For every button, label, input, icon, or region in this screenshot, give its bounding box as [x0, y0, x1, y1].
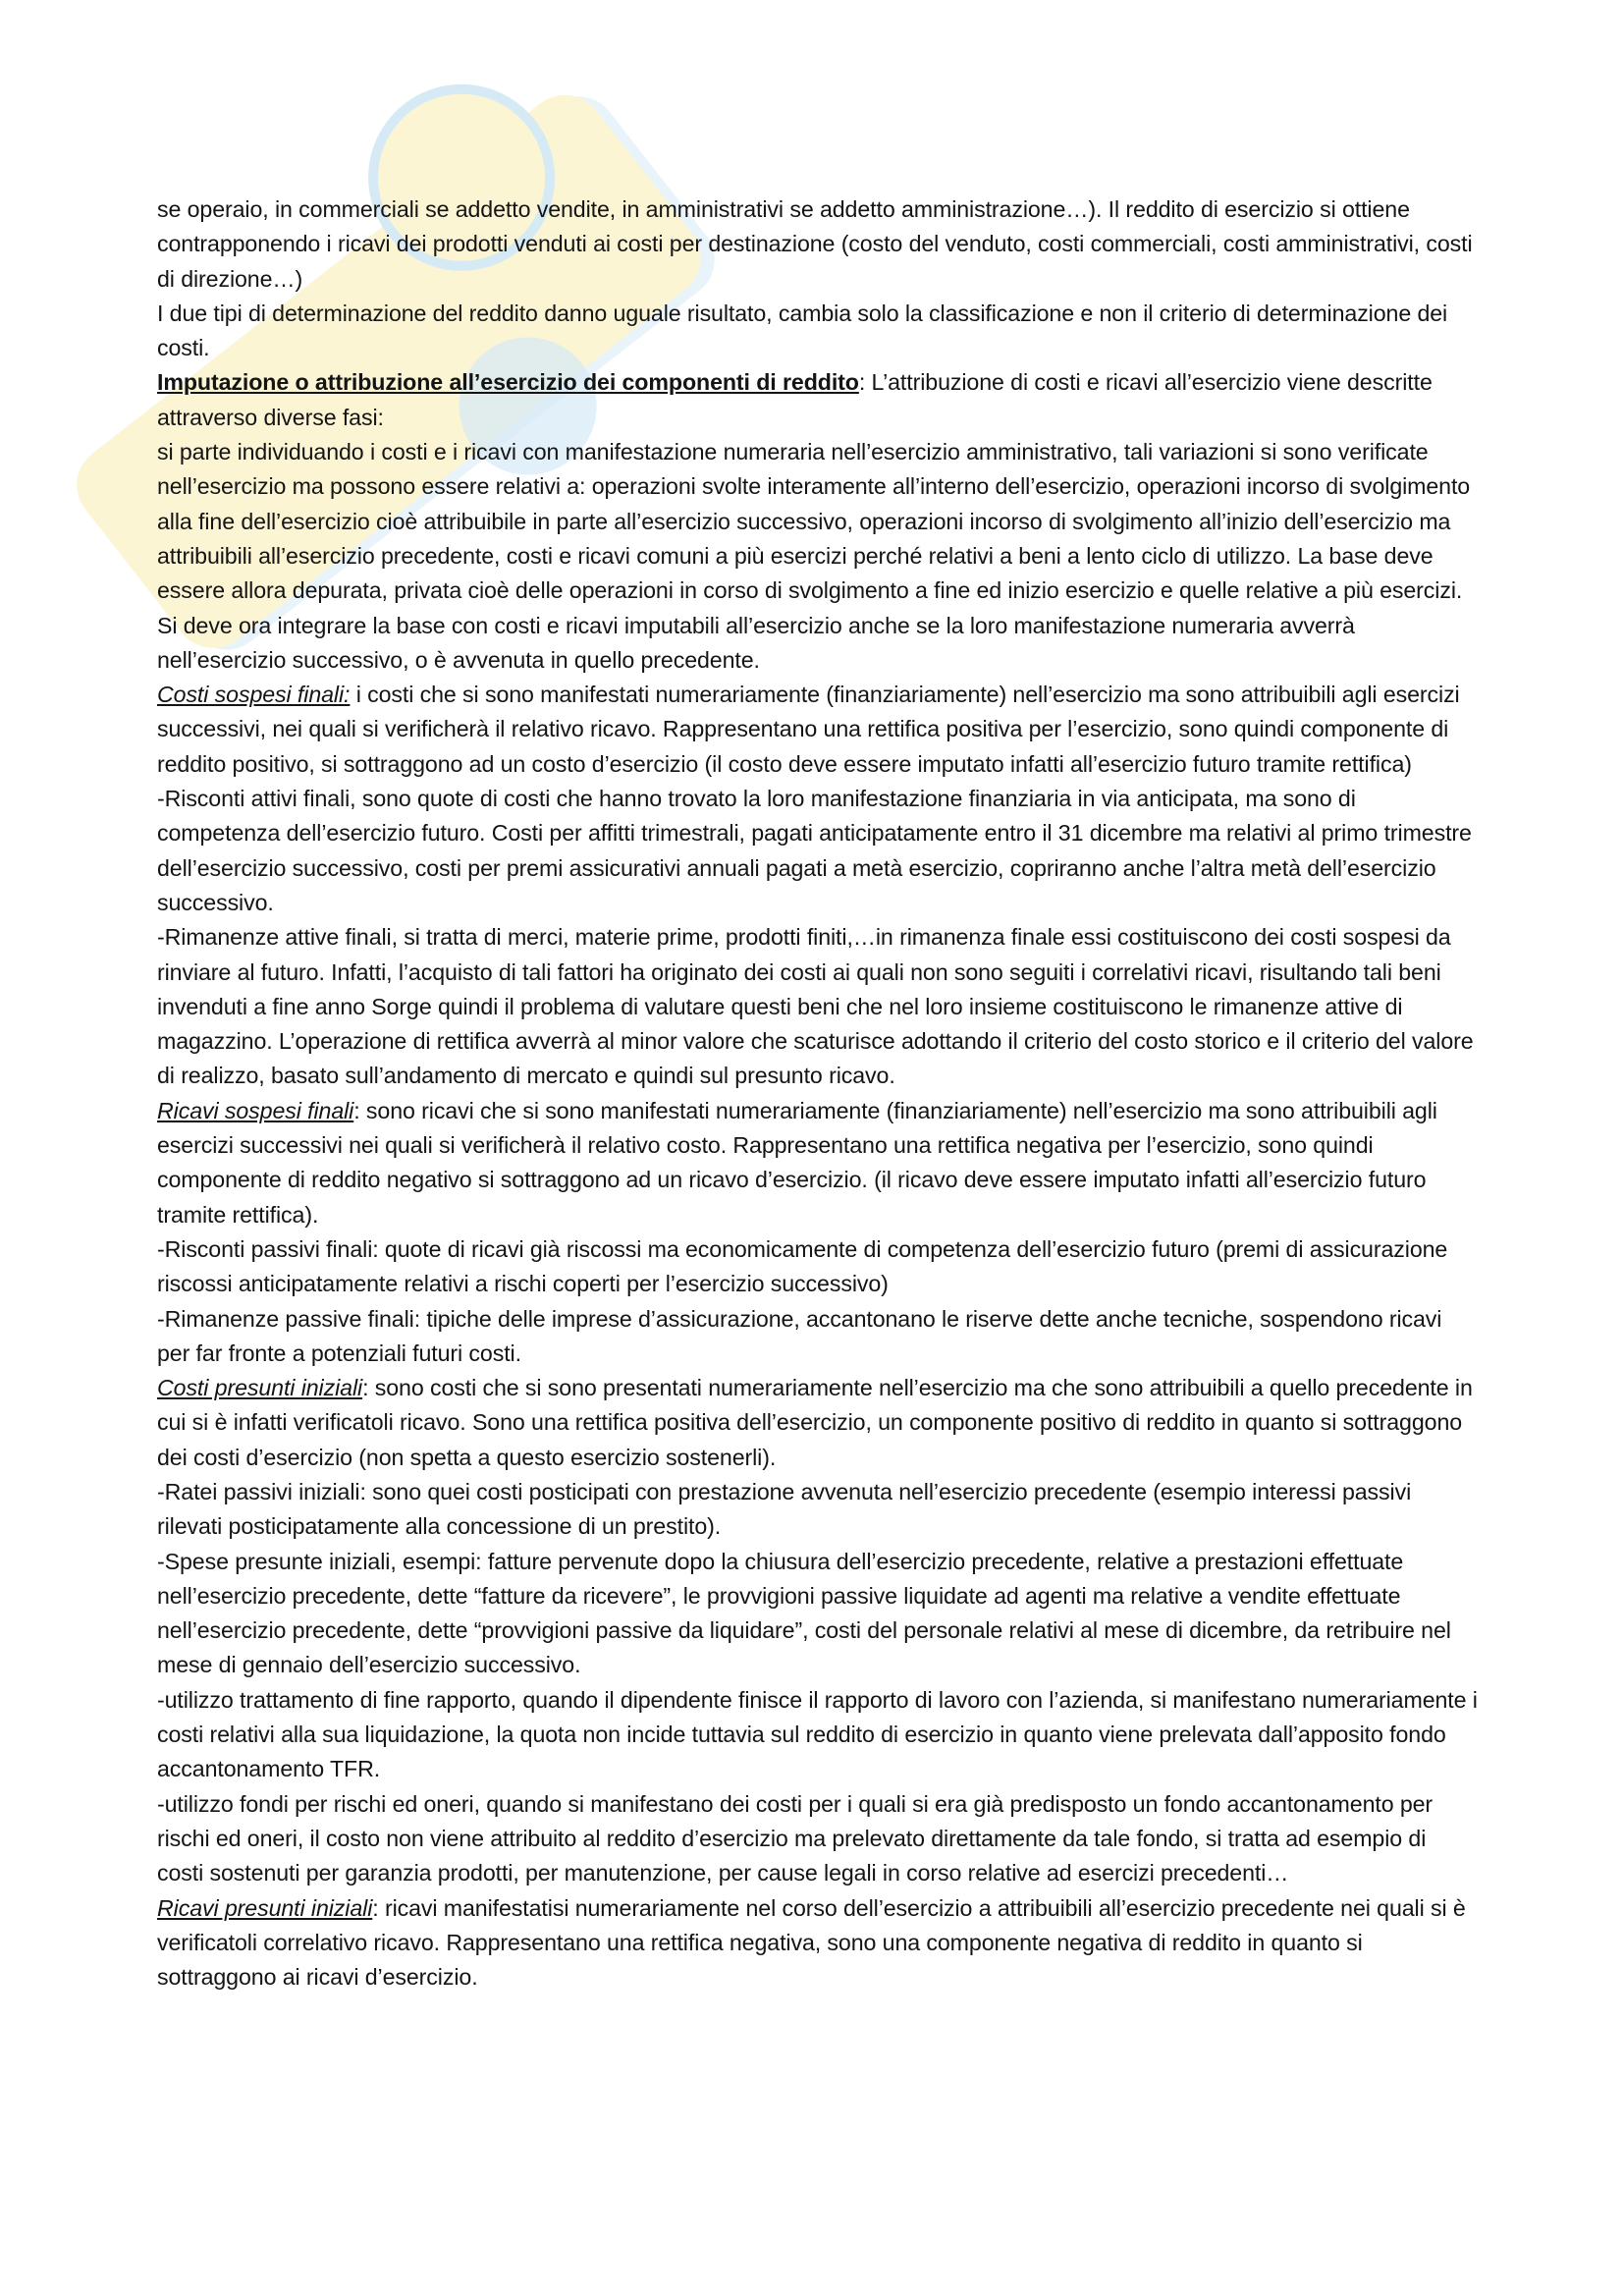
- section-text: : ricavi manifestatisi numerariamente nel corso dell’esercizio a attribuibili all’esercizio precedente nei quali si è verificatoli correlativo ricavo. Rappresentano una rettifica negativa, sono una componente negativa di reddito in quanto si sottraggono ai ricavi d’esercizio.: [157, 1894, 1466, 1991]
- paragraph: -Ratei passivi iniziali: sono quei costi posticipati con prestazione avvenuta nell’esercizio precedente (esempio interessi passivi rilevati posticipatamente alla concessione di un prestito).: [157, 1478, 1412, 1540]
- section-paragraph: [157, 1891, 1478, 1995]
- paragraph: -utilizzo trattamento di fine rapporto, quando il dipendente finisce il rapporto di lavoro con l’azienda, si manifestano numerariamente i costi relativi alla sua liquidazione, la quota non incide tuttavia sul reddito di esercizio in quanto viene prelevata dall’apposito fondo accantonamento TFR.: [157, 1686, 1478, 1782]
- paragraph: -Rimanenze passive finali: tipiche delle imprese d’assicurazione, accantonano le riserve dette anche tecniche, sospendono ricavi per far fronte a potenziali futuri costi.: [157, 1305, 1442, 1366]
- section-paragraph: [157, 1094, 1478, 1232]
- section-heading: Ricavi sospesi finali: [157, 1097, 354, 1123]
- paragraph: -Spese presunte iniziali, esempi: fatture pervenute dopo la chiusura dell’esercizio precedente, relative a prestazioni effettuate nell’esercizio precedente, dette “fatture da ricevere”, le provvigioni passive liquidate ad agenti ma relative a vendite effettuate nell’esercizio precedente, dette “provvigioni passive da liquidare”, costi del personale relativi al mese di dicembre, da retribuire nel mese di gennaio dell’esercizio successivo.: [157, 1548, 1451, 1678]
- paragraph: -Risconti attivi finali, sono quote di costi che hanno trovato la loro manifestazione finanziaria in via anticipata, ma sono di competenza dell’esercizio futuro. Costi per affitti trimestrali, pagati anticipatamente entro il 31 dicembre ma relativi al primo trimestre dell’esercizio successivo, costi per premi assicurativi annuali pagati a metà esercizio, copriranno anche l’altra metà dell’esercizio successivo.: [157, 786, 1472, 915]
- section-paragraph: [157, 678, 1478, 782]
- section-text: : sono costi che si sono presentati numerariamente nell’esercizio ma che sono attribuibili a quello precedente in cui si è infatti verificatoli ricavo. Sono una rettifica positiva dell’esercizio, un componente positivo di reddito in quanto si sottraggono dei costi d’esercizio (non spetta a questo esercizio sostenerli).: [157, 1375, 1473, 1470]
- section-heading: Costi presunti iniziali: [157, 1375, 363, 1401]
- paragraph: -Risconti passivi finali: quote di ricavi già riscossi ma economicamente di competenza dell’esercizio futuro (premi di assicurazione riscossi anticipatamente relativi a rischi coperti per l’esercizio successivo): [157, 1235, 1448, 1297]
- paragraph: I due tipi di determinazione del reddito danno uguale risultato, cambia solo la classificazione e non il criterio di determinazione dei costi.: [157, 300, 1448, 361]
- section-text: i costi che si sono manifestati numerariamente (finanziariamente) nell’esercizio ma sono attribuibili agli esercizi successivi, nei quali si verificherà il relativo ricavo. Rappresentano una rettifica positiva per l’esercizio, sono quindi componente di reddito positivo, si sottraggono ad un costo d’esercizio (il costo deve essere imputato infatti all’esercizio futuro tramite rettifica): [157, 682, 1460, 777]
- paragraph: -Rimanenze attive finali, si tratta di merci, materie prime, prodotti finiti,…in rimanenza finale essi costituiscono dei costi sospesi da rinviare al futuro. Infatti, l’acquisto di tali fattori ha originato dei costi ai quali non sono seguiti i correlativi ricavi, risultando tali beni invenduti a fine anno Sorge quindi il problema di valutare questi beni che nel loro insieme costituiscono le rimanenze attive di magazzino. L’operazione di rettifica avverrà al minor valore che scaturisce adottando il criterio del costo storico e il criterio del valore di realizzo, basato sull’andamento di mercato e quindi sul presunto ricavo.: [157, 924, 1474, 1089]
- section-paragraph: [157, 1371, 1478, 1475]
- section-text: : sono ricavi che si sono manifestati numerariamente (finanziariamente) nell’esercizio ma sono attribuibili agli esercizi successivi nei quali si verificherà il relativo costo. Rappresentano una rettifica negativa per l’esercizio, sono quindi componente di reddito negativo si sottraggono ad un ricavo d’esercizio. (il ricavo deve essere imputato infatti all’esercizio futuro tramite rettifica).: [157, 1097, 1437, 1228]
- document-body: [157, 192, 1478, 1995]
- section-heading: Costi sospesi finali:: [157, 682, 351, 708]
- section-text: : L’attribuzione di costi e ricavi all’esercizio viene descritte attraverso diverse fasi:: [157, 369, 1433, 430]
- section-heading: Ricavi presunti iniziali: [157, 1894, 373, 1921]
- paragraph: -utilizzo fondi per rischi ed oneri, quando si manifestano dei costi per i quali si era già predisposto un fondo accantonamento per rischi ed oneri, il costo non viene attribuito al reddito d’esercizio ma prelevato direttamente da tale fondo, si tratta ad esempio di costi sostenuti per garanzia prodotti, per manutenzione, per cause legali in corso relative ad esercizi precedenti…: [157, 1790, 1434, 1886]
- paragraph: se operaio, in commerciali se addetto vendite, in amministrativi se addetto amministrazione…). Il reddito di esercizio si ottiene contrapponendo i ricavi dei prodotti venduti ai costi per destinazione (costo del venduto, costi commerciali, costi amministrativi, costi di direzione…): [157, 196, 1473, 292]
- section-heading: Imputazione o attribuzione all’esercizio dei componenti di reddito: [157, 369, 859, 396]
- paragraph: si parte individuando i costi e i ricavi con manifestazione numeraria nell’esercizio amministrativo, tali variazioni si sono verificate nell’esercizio ma possono essere relativi a: operazioni svolte interamente all’interno dell’esercizio, operazioni incorso di svolgimento alla fine dell’esercizio cioè attribuibile in parte all’esercizio successivo, operazioni incorso di svolgimento all’inizio dell’esercizio ma attribuibili all’esercizio precedente, costi e ricavi comuni a più esercizi perché relativi a beni a lento ciclo di utilizzo. La base deve essere allora depurata, privata cioè delle operazioni in corso di svolgimento a fine ed inizio esercizio e quelle relative a più esercizi. Si deve ora integrare la base con costi e ricavi imputabili all’esercizio anche se la loro manifestazione numeraria avverrà nell’esercizio successivo, o è avvenuta in quello precedente.: [157, 439, 1471, 673]
- section-paragraph: [157, 365, 1478, 435]
